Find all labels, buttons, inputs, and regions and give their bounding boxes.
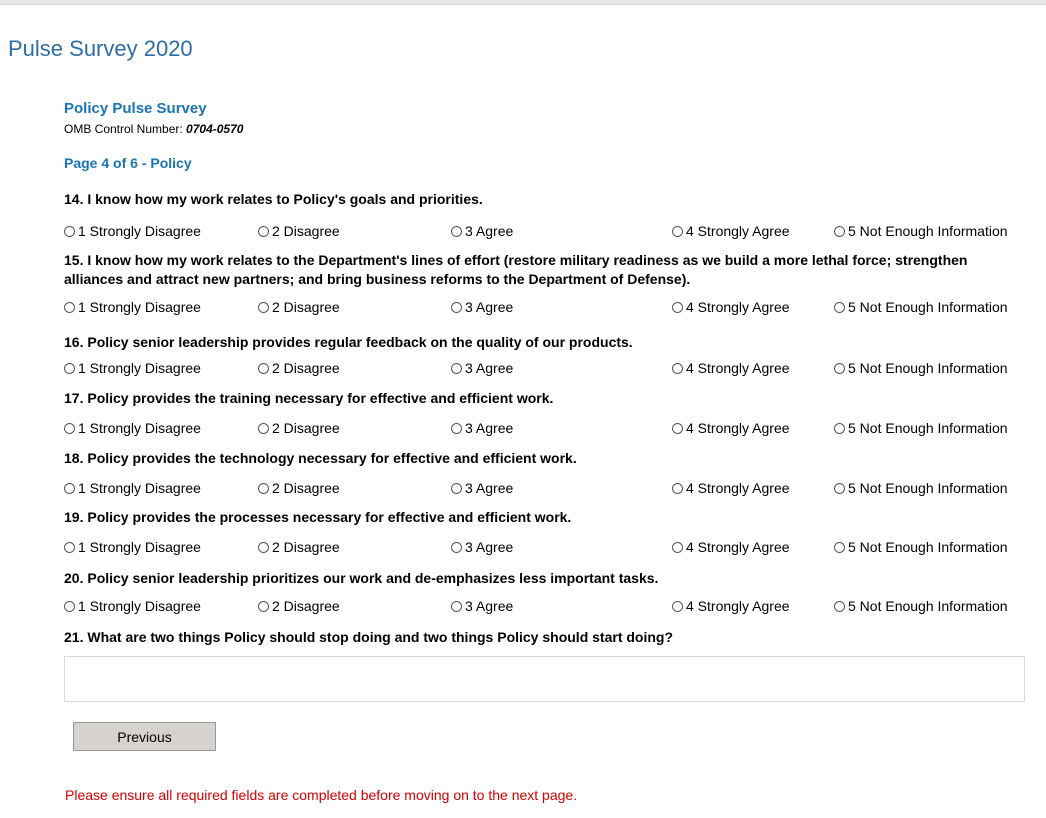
radio-button[interactable] — [451, 601, 462, 612]
radio-button[interactable] — [834, 302, 845, 313]
omb-control-number — [64, 122, 243, 136]
radio-button[interactable] — [451, 302, 462, 313]
q15-option-1[interactable]: 1 Strongly Disagree — [64, 299, 201, 315]
previous-button[interactable]: Previous — [73, 722, 216, 751]
question-16-options — [64, 360, 1026, 378]
radio-button[interactable] — [64, 483, 75, 494]
radio-button[interactable] — [451, 423, 462, 434]
question-15: 15. I know how my work relates to the Department's lines of effort (restore military readiness as we build a more lethal force; strengthen alliances and attract new partners; and bring business reforms to the Department of Defense). — [64, 252, 968, 287]
q15-option-3[interactable]: 3 Agree — [451, 299, 513, 315]
q16-option-2[interactable]: 2 Disagree — [258, 360, 340, 376]
top-border — [0, 0, 1046, 5]
radio-button[interactable] — [672, 483, 683, 494]
question-21: 21. What are two things Policy should stop doing and two things Policy should start doing? — [64, 629, 674, 645]
q20-option-2[interactable]: 2 Disagree — [258, 598, 340, 614]
q14-option-5[interactable]: 5 Not Enough Information — [834, 223, 1008, 239]
radio-button[interactable] — [834, 423, 845, 434]
survey-title: Policy Pulse Survey — [64, 100, 207, 117]
radio-button[interactable] — [258, 302, 269, 313]
q19-option-1[interactable]: 1 Strongly Disagree — [64, 539, 201, 555]
q15-option-4[interactable]: 4 Strongly Agree — [672, 299, 790, 315]
question-19: 19. Policy provides the processes necessary for effective and efficient work. — [64, 509, 572, 525]
q20-option-5[interactable]: 5 Not Enough Information — [834, 598, 1008, 614]
radio-button[interactable] — [672, 363, 683, 374]
radio-button[interactable] — [64, 302, 75, 313]
q18-option-1[interactable]: 1 Strongly Disagree — [64, 480, 201, 496]
question-17-options — [64, 420, 1026, 438]
q19-option-4[interactable]: 4 Strongly Agree — [672, 539, 790, 555]
radio-button[interactable] — [64, 226, 75, 237]
q16-option-1[interactable]: 1 Strongly Disagree — [64, 360, 201, 376]
omb-number: 0704-0570 — [186, 122, 244, 136]
q17-option-4[interactable]: 4 Strongly Agree — [672, 420, 790, 436]
question-21-textarea[interactable] — [64, 656, 1025, 702]
q19-option-3[interactable]: 3 Agree — [451, 539, 513, 555]
question-18: 18. Policy provides the technology necessary for effective and efficient work. — [64, 450, 577, 466]
page-indicator: Page 4 of 6 - Policy — [64, 155, 192, 171]
radio-button[interactable] — [834, 542, 845, 553]
radio-button[interactable] — [451, 226, 462, 237]
q16-option-3[interactable]: 3 Agree — [451, 360, 513, 376]
q15-option-2[interactable]: 2 Disagree — [258, 299, 340, 315]
omb-label: OMB Control Number: — [64, 122, 187, 136]
radio-button[interactable] — [672, 226, 683, 237]
error-message: Please ensure all required fields are completed before moving on to the next page. — [65, 787, 578, 803]
q17-option-2[interactable]: 2 Disagree — [258, 420, 340, 436]
radio-button[interactable] — [451, 483, 462, 494]
q14-option-2[interactable]: 2 Disagree — [258, 223, 340, 239]
q19-option-2[interactable]: 2 Disagree — [258, 539, 340, 555]
page-title: Pulse Survey 2020 — [8, 36, 193, 61]
radio-button[interactable] — [258, 601, 269, 612]
q18-option-5[interactable]: 5 Not Enough Information — [834, 480, 1008, 496]
q16-option-5[interactable]: 5 Not Enough Information — [834, 360, 1008, 376]
radio-button[interactable] — [64, 542, 75, 553]
radio-button[interactable] — [64, 601, 75, 612]
question-15-options — [64, 299, 1026, 317]
question-18-options — [64, 480, 1026, 498]
radio-button[interactable] — [258, 542, 269, 553]
question-20-options — [64, 598, 1026, 616]
radio-button[interactable] — [672, 302, 683, 313]
question-19-options — [64, 539, 1026, 557]
q16-option-4[interactable]: 4 Strongly Agree — [672, 360, 790, 376]
q14-option-1[interactable]: 1 Strongly Disagree — [64, 223, 201, 239]
radio-button[interactable] — [834, 601, 845, 612]
question-17: 17. Policy provides the training necessary for effective and efficient work. — [64, 390, 554, 406]
radio-button[interactable] — [672, 423, 683, 434]
radio-button[interactable] — [258, 483, 269, 494]
q14-option-3[interactable]: 3 Agree — [451, 223, 513, 239]
question-14-options — [64, 223, 1026, 241]
q18-option-3[interactable]: 3 Agree — [451, 480, 513, 496]
radio-button[interactable] — [451, 363, 462, 374]
q18-option-2[interactable]: 2 Disagree — [258, 480, 340, 496]
question-20: 20. Policy senior leadership prioritizes our work and de-emphasizes less important tasks. — [64, 570, 659, 586]
radio-button[interactable] — [64, 423, 75, 434]
radio-button[interactable] — [672, 542, 683, 553]
q20-option-3[interactable]: 3 Agree — [451, 598, 513, 614]
radio-button[interactable] — [451, 542, 462, 553]
q14-option-4[interactable]: 4 Strongly Agree — [672, 223, 790, 239]
radio-button[interactable] — [672, 601, 683, 612]
question-16: 16. Policy senior leadership provides regular feedback on the quality of our products. — [64, 334, 633, 350]
radio-button[interactable] — [64, 363, 75, 374]
q17-option-3[interactable]: 3 Agree — [451, 420, 513, 436]
q17-option-5[interactable]: 5 Not Enough Information — [834, 420, 1008, 436]
question-14: 14. I know how my work relates to Policy's goals and priorities. — [64, 191, 483, 207]
radio-button[interactable] — [258, 423, 269, 434]
q18-option-4[interactable]: 4 Strongly Agree — [672, 480, 790, 496]
radio-button[interactable] — [258, 226, 269, 237]
q17-option-1[interactable]: 1 Strongly Disagree — [64, 420, 201, 436]
q20-option-4[interactable]: 4 Strongly Agree — [672, 598, 790, 614]
radio-button[interactable] — [258, 363, 269, 374]
radio-button[interactable] — [834, 226, 845, 237]
q20-option-1[interactable]: 1 Strongly Disagree — [64, 598, 201, 614]
q19-option-5[interactable]: 5 Not Enough Information — [834, 539, 1008, 555]
radio-button[interactable] — [834, 363, 845, 374]
radio-button[interactable] — [834, 483, 845, 494]
q15-option-5[interactable]: 5 Not Enough Information — [834, 299, 1008, 315]
